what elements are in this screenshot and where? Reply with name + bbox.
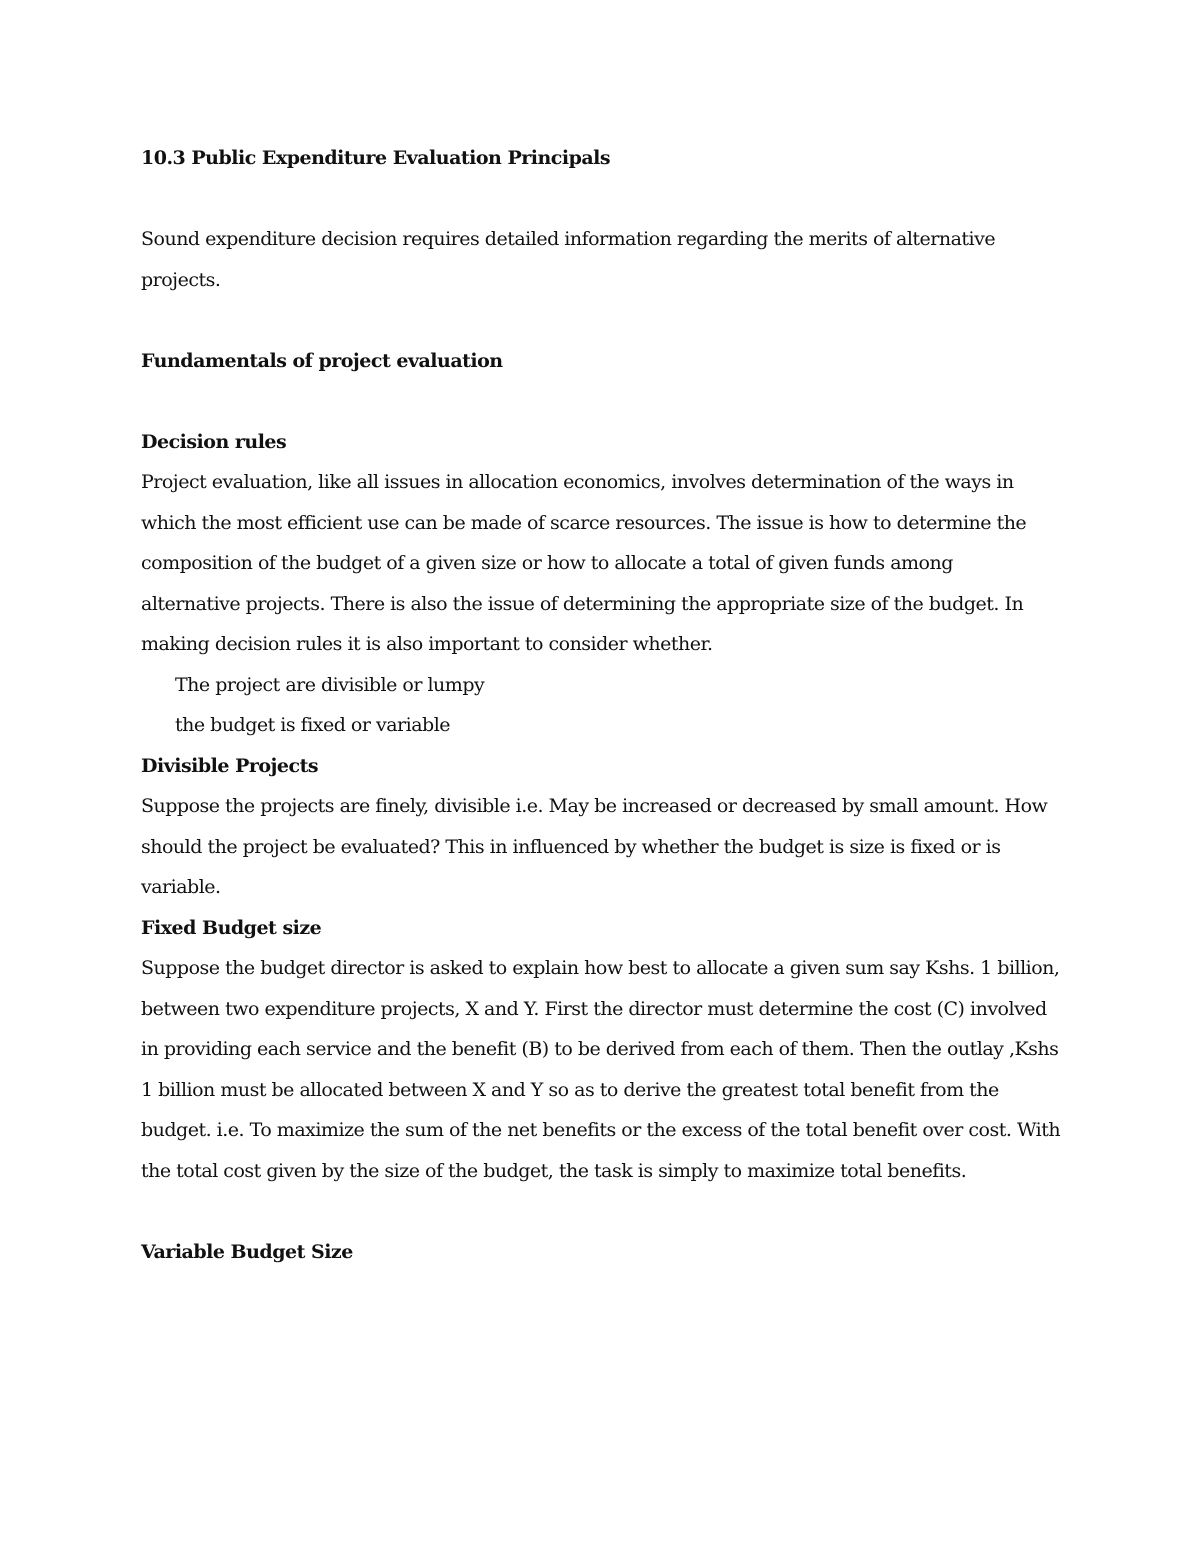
decision-rules-item: the budget is fixed or variable [175, 714, 451, 736]
divisible-projects-paragraph: Suppose the projects are finely, divisible i.e. May be increased or decreased by small amount. How should the project be evaluated? This in influenced by whether the budget is size is fixed or is variable. [141, 795, 1048, 898]
decision-rules-heading: Decision rules [141, 430, 287, 453]
document-content [141, 138, 1071, 1272]
section-title: 10.3 Public Expenditure Evaluation Principals [141, 147, 611, 169]
variable-budget-heading: Variable Budget Size [141, 1240, 353, 1263]
decision-rules-item: The project are divisible or lumpy [175, 673, 485, 696]
fundamentals-heading: Fundamentals of project evaluation [141, 349, 503, 372]
fixed-budget-heading: Fixed Budget size [141, 916, 322, 939]
divisible-projects-heading: Divisible Projects [141, 754, 319, 777]
fixed-budget-paragraph: Suppose the budget director is asked to explain how best to allocate a given sum say Kshs. 1 billion, between two expenditure projects, X and Y. First the director must determine the cost (C) involved in providing each service and the benefit (B) to be derived from each of them. Then the outlay ,Kshs 1 billion must be allocated between X and Y so as to derive the greatest total benefit from the budget. i.e. To maximize the sum of the net benefits or the excess of the total benefit over cost. With the total cost given by the size of the budget, the task is simply to maximize total benefits. [141, 957, 1061, 1182]
intro-paragraph: Sound expenditure decision requires detailed information regarding the merits of alternative projects. [141, 228, 996, 291]
decision-rules-paragraph: Project evaluation, like all issues in allocation economics, involves determination of the ways in which the most efficient use can be made of scarce resources. The issue is how to determine the composition of the budget of a given size or how to allocate a total of given funds among alternative projects. There is also the issue of determining the appropriate size of the budget. In making decision rules it is also important to consider whether. [141, 471, 1027, 655]
